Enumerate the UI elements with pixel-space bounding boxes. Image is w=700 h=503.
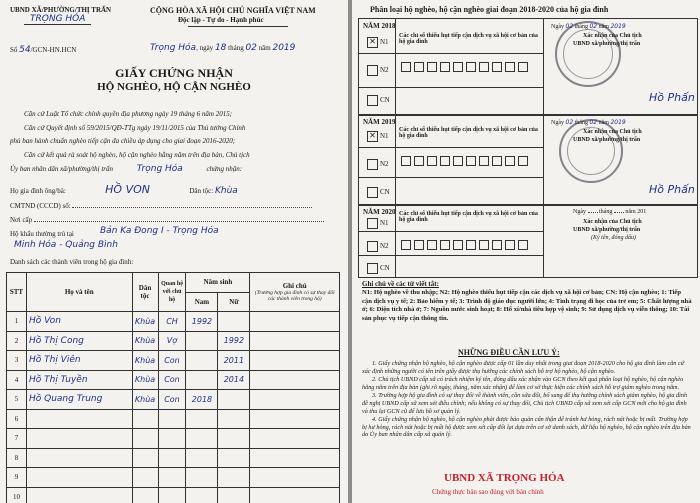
motto-underline — [188, 26, 288, 27]
year-2018-n2: N2 — [367, 65, 389, 76]
header-commune-name: TRỌNG HÓA — [24, 14, 91, 25]
year-2020-n2: N2 — [367, 241, 389, 252]
note-3: 3. Trường hợp hộ gia đình có sự thay đổi về thành viên, cần sửa đổi, bổ sung để thụ hưởng chính sách giảm nghèo, hộ gia đình đề nghị UBND cấp xã xem xét điều chỉnh; nếu không có sự thay đổi, Chủ tịch UBND cấp xã xem xét cấp GCN mới cho hộ gia đình và thu lại GCN cũ để lưu hồ sơ quản lý. — [362, 392, 688, 415]
year-2018-date: Ngày 02 tháng 02 năm 2019 — [551, 23, 626, 30]
header-motto: Độc lập - Tự do - Hạnh phúc — [178, 16, 264, 24]
year-2020-cn: CN — [367, 263, 390, 274]
note-4: 4. Giấy chứng nhận hộ nghèo, hộ cận nghèo phải được bảo quản cẩn thận để tránh hư hỏng, rách nát hoặc bị mất. Trường hợp bị hư hỏng, rách nát hoặc bị mất hộ được xem xét cấp đổi lại dựa trên cơ sở danh sách, dữ liệu hộ nghèo, hộ cận nghèo trên địa bàn do Ủy ban nhân dân cấp xã quản lý. — [362, 416, 691, 439]
year-2018-cn: CN — [367, 95, 390, 106]
col-birth-year: Năm sinh — [186, 273, 250, 293]
members-table — [6, 272, 340, 503]
year-2020-sig-3: (Ký tên, đóng dấu) — [591, 235, 636, 241]
legal-basis-2a: Căn cứ Quyết định số 59/2015/QĐ-TTg ngày 19/11/2015 của Thủ tướng Chính — [24, 124, 246, 132]
year-2019-sig-1: Xác nhận của Chủ tịch — [583, 129, 642, 135]
year-2020-lack-label: Các chỉ số thiếu hụt tiếp cận dịch vụ xã hội cơ bản của hộ gia đình — [399, 211, 538, 223]
certificate-number: Số 54/GCN-HN.HCN — [10, 45, 77, 55]
year-2020-label: NĂM 2020 — [363, 208, 396, 216]
issue-place-row: Nơi cấp — [10, 216, 324, 224]
members-header-row — [7, 273, 340, 293]
certificate-title: GIẤY CHỨNG NHẬN — [115, 66, 233, 80]
table-row: 4 Hồ Thị Tuyền Khùa Con 2014 — [7, 370, 340, 390]
attention-title: NHỮNG ĐIỀU CẦN LƯU Ý: — [458, 348, 560, 357]
table-row: 2 Hồ Thị Cong Khùa Vợ 1992 — [7, 331, 340, 351]
residence-label: Hộ khẩu thường trú tại — [10, 230, 74, 238]
year-2018-n1: ✕ N1 — [367, 37, 389, 48]
attention-notes — [362, 360, 692, 440]
year-2019-label: NĂM 2019 — [363, 118, 396, 126]
year-2018-signature: Hồ Phấn — [649, 91, 695, 104]
residence-line-2: Minh Hóa - Quảng Bình — [14, 240, 118, 250]
year-2020-sig-1: Xác nhận của Chủ tịch — [583, 219, 642, 225]
household-head-row: Họ gia đình ông/bà: HỒ VON Dân tộc: Khùa — [10, 183, 238, 196]
legal-basis-2b: phủ ban hành chuẩn nghèo tiếp cận đa chiều áp dụng cho giai đoạn 2016-2020; — [10, 137, 236, 145]
header-country: CỘNG HÒA XÃ HỘI CHỦ NGHĨA VIỆT NAM — [150, 6, 316, 15]
col-female: Nữ — [218, 292, 250, 312]
year-2019-date: Ngày 02 tháng 02 năm 2019 — [551, 119, 626, 126]
legal-basis-3a: Căn cứ kết quả rà soát hộ nghèo, hộ cận nghèo hằng năm trên địa bàn, Chủ tịch — [24, 151, 250, 159]
legal-basis-1: Căn cứ Luật Tổ chức chính quyền địa phương ngày 19 tháng 6 năm 2015; — [24, 110, 233, 118]
table-row: 7 — [7, 429, 340, 449]
col-name: Họ và tên — [26, 273, 132, 312]
table-row: 1 Hồ Von Khùa CH 1992 — [7, 312, 340, 332]
year-2019-sig-2: UBND xã/phường/thị trấn — [573, 137, 641, 143]
year-2018-lack-label: Các chỉ số thiếu hụt tiếp cận dịch vụ xã hội cơ bản của hộ gia đình — [399, 33, 538, 45]
year-2018-sig-1: Xác nhận của Chủ tịch — [583, 33, 642, 39]
abbrev-title: Ghi chú về các từ viết tắt: — [362, 280, 439, 288]
year-2018-box — [358, 18, 698, 116]
red-stamp-text: Chứng thực bản sao đúng với bản chính — [432, 488, 544, 496]
year-2019-signature: Hồ Phấn — [649, 183, 695, 196]
year-2020-indicator-boxes — [401, 237, 531, 255]
year-2018-label: NĂM 2018 — [363, 22, 396, 30]
issue-date: Trọng Hóa, ngày 18 tháng 02 năm 2019 — [150, 43, 296, 53]
col-male: Nam — [186, 292, 218, 312]
table-row: 10 — [7, 487, 340, 503]
year-2020-n1: N1 — [367, 218, 389, 229]
year-2019-box — [358, 114, 698, 206]
year-2019-lack-label: Các chỉ số thiếu hụt tiếp cận dịch vụ xã hội cơ bản của hộ gia đình — [399, 127, 538, 139]
red-stamp-title: UBND XÃ TRỌNG HÓA — [444, 472, 565, 484]
col-ethnicity: Dân tộc — [132, 273, 158, 312]
col-notes: Ghi chú (Trường hợp gia đình có sự thay đổi các thành viên trong hộ) — [250, 273, 340, 312]
classification-header: Phân loại hộ nghèo, hộ cận nghèo giai đoạn 2018-2020 của hộ gia đình — [370, 5, 609, 14]
table-row: 6 — [7, 409, 340, 429]
year-2018-indicator-boxes — [401, 59, 531, 77]
members-intro: Danh sách các thành viên trong hộ gia đình: — [10, 258, 134, 266]
note-2: 2. Chủ tịch UBND cấp xã có trách nhiệm ký tên, đóng dấu xác nhận vào GCN theo kết quả phân loại hộ nghèo, hộ cận nghèo hằng năm trên địa bàn (ghi rõ ngày, tháng, năm xác nhận) để làm cơ sở thực hiện các chính sách hỗ trợ giảm nghèo trong năm. — [362, 376, 684, 391]
certificate-back-page — [352, 0, 700, 503]
certificate-subtitle: HỘ NGHÈO, HỘ CẬN NGHÈO — [97, 81, 251, 93]
year-2020-box — [358, 204, 698, 278]
year-2019-n2: N2 — [367, 159, 389, 170]
table-row: 9 — [7, 468, 340, 488]
year-2018-sig-2: UBND xã/phường/thị trấn — [573, 41, 641, 47]
year-2019-n1: ✕ N1 — [367, 131, 389, 142]
table-row: 8 — [7, 448, 340, 468]
note-1: 1. Giấy chứng nhận hộ nghèo, hộ cận nghèo được cấp 01 lần duy nhất trong giai đoạn 2018-2020 cho hộ gia đình làm căn cứ xác định những người có tên trên giấy được thụ hưởng các chính sách hỗ trợ hộ nghèo, hộ cận nghèo. — [362, 360, 685, 375]
year-2018-seal — [555, 21, 621, 87]
abbrev-text: N1: Hộ nghèo về thu nhập; N2: Hộ nghèo thiếu hụt tiếp cận các dịch vụ xã hội cơ bản; CN: Hộ cận nghèo; 1: Tiếp cận dịch vụ y tế; 2: Bảo hiểm y tế; 3: Trình độ giáo dục người lớn; 4: Tình trạng đi học của trẻ em; 5: Chất lượng nhà ở; 6: Diện tích nhà ở; 7: Nguồn nước sinh hoạt; 8: Hố xí/nhà tiêu hợp vệ sinh; 9: Sử dụng dịch vụ viễn thông; 10: Tài sản phục vụ tiếp cận thông tin. — [362, 289, 692, 322]
id-number-row: CMTND (CCCD) số: — [10, 202, 312, 210]
header-commune-label: UBND XÃ/PHƯỜNG/THỊ TRẤN — [10, 6, 112, 14]
year-2020-sig-2: UBND xã/phường/thị trấn — [573, 227, 641, 233]
table-row: 5 Hồ Quang Trung Khùa Con 2018 — [7, 390, 340, 410]
year-2019-seal — [559, 119, 623, 183]
certificate-front-page — [0, 0, 348, 503]
year-2020-date: Ngày tháng năm 201 — [573, 209, 647, 215]
year-2019-indicator-boxes — [401, 153, 531, 171]
year-2019-cn: CN — [367, 187, 390, 198]
col-stt: STT — [7, 273, 27, 312]
legal-basis-3b: Ủy ban nhân dân xã/phường/thị trấn Trọng Hóa chứng nhận: — [10, 164, 243, 174]
residence-line-1: Bản Ka Đong I - Trọng Hóa — [100, 226, 219, 236]
col-relation: Quan hệ với chủ hộ — [158, 273, 186, 312]
table-row: 3 Hồ Thị Viên Khùa Con 2011 — [7, 351, 340, 371]
